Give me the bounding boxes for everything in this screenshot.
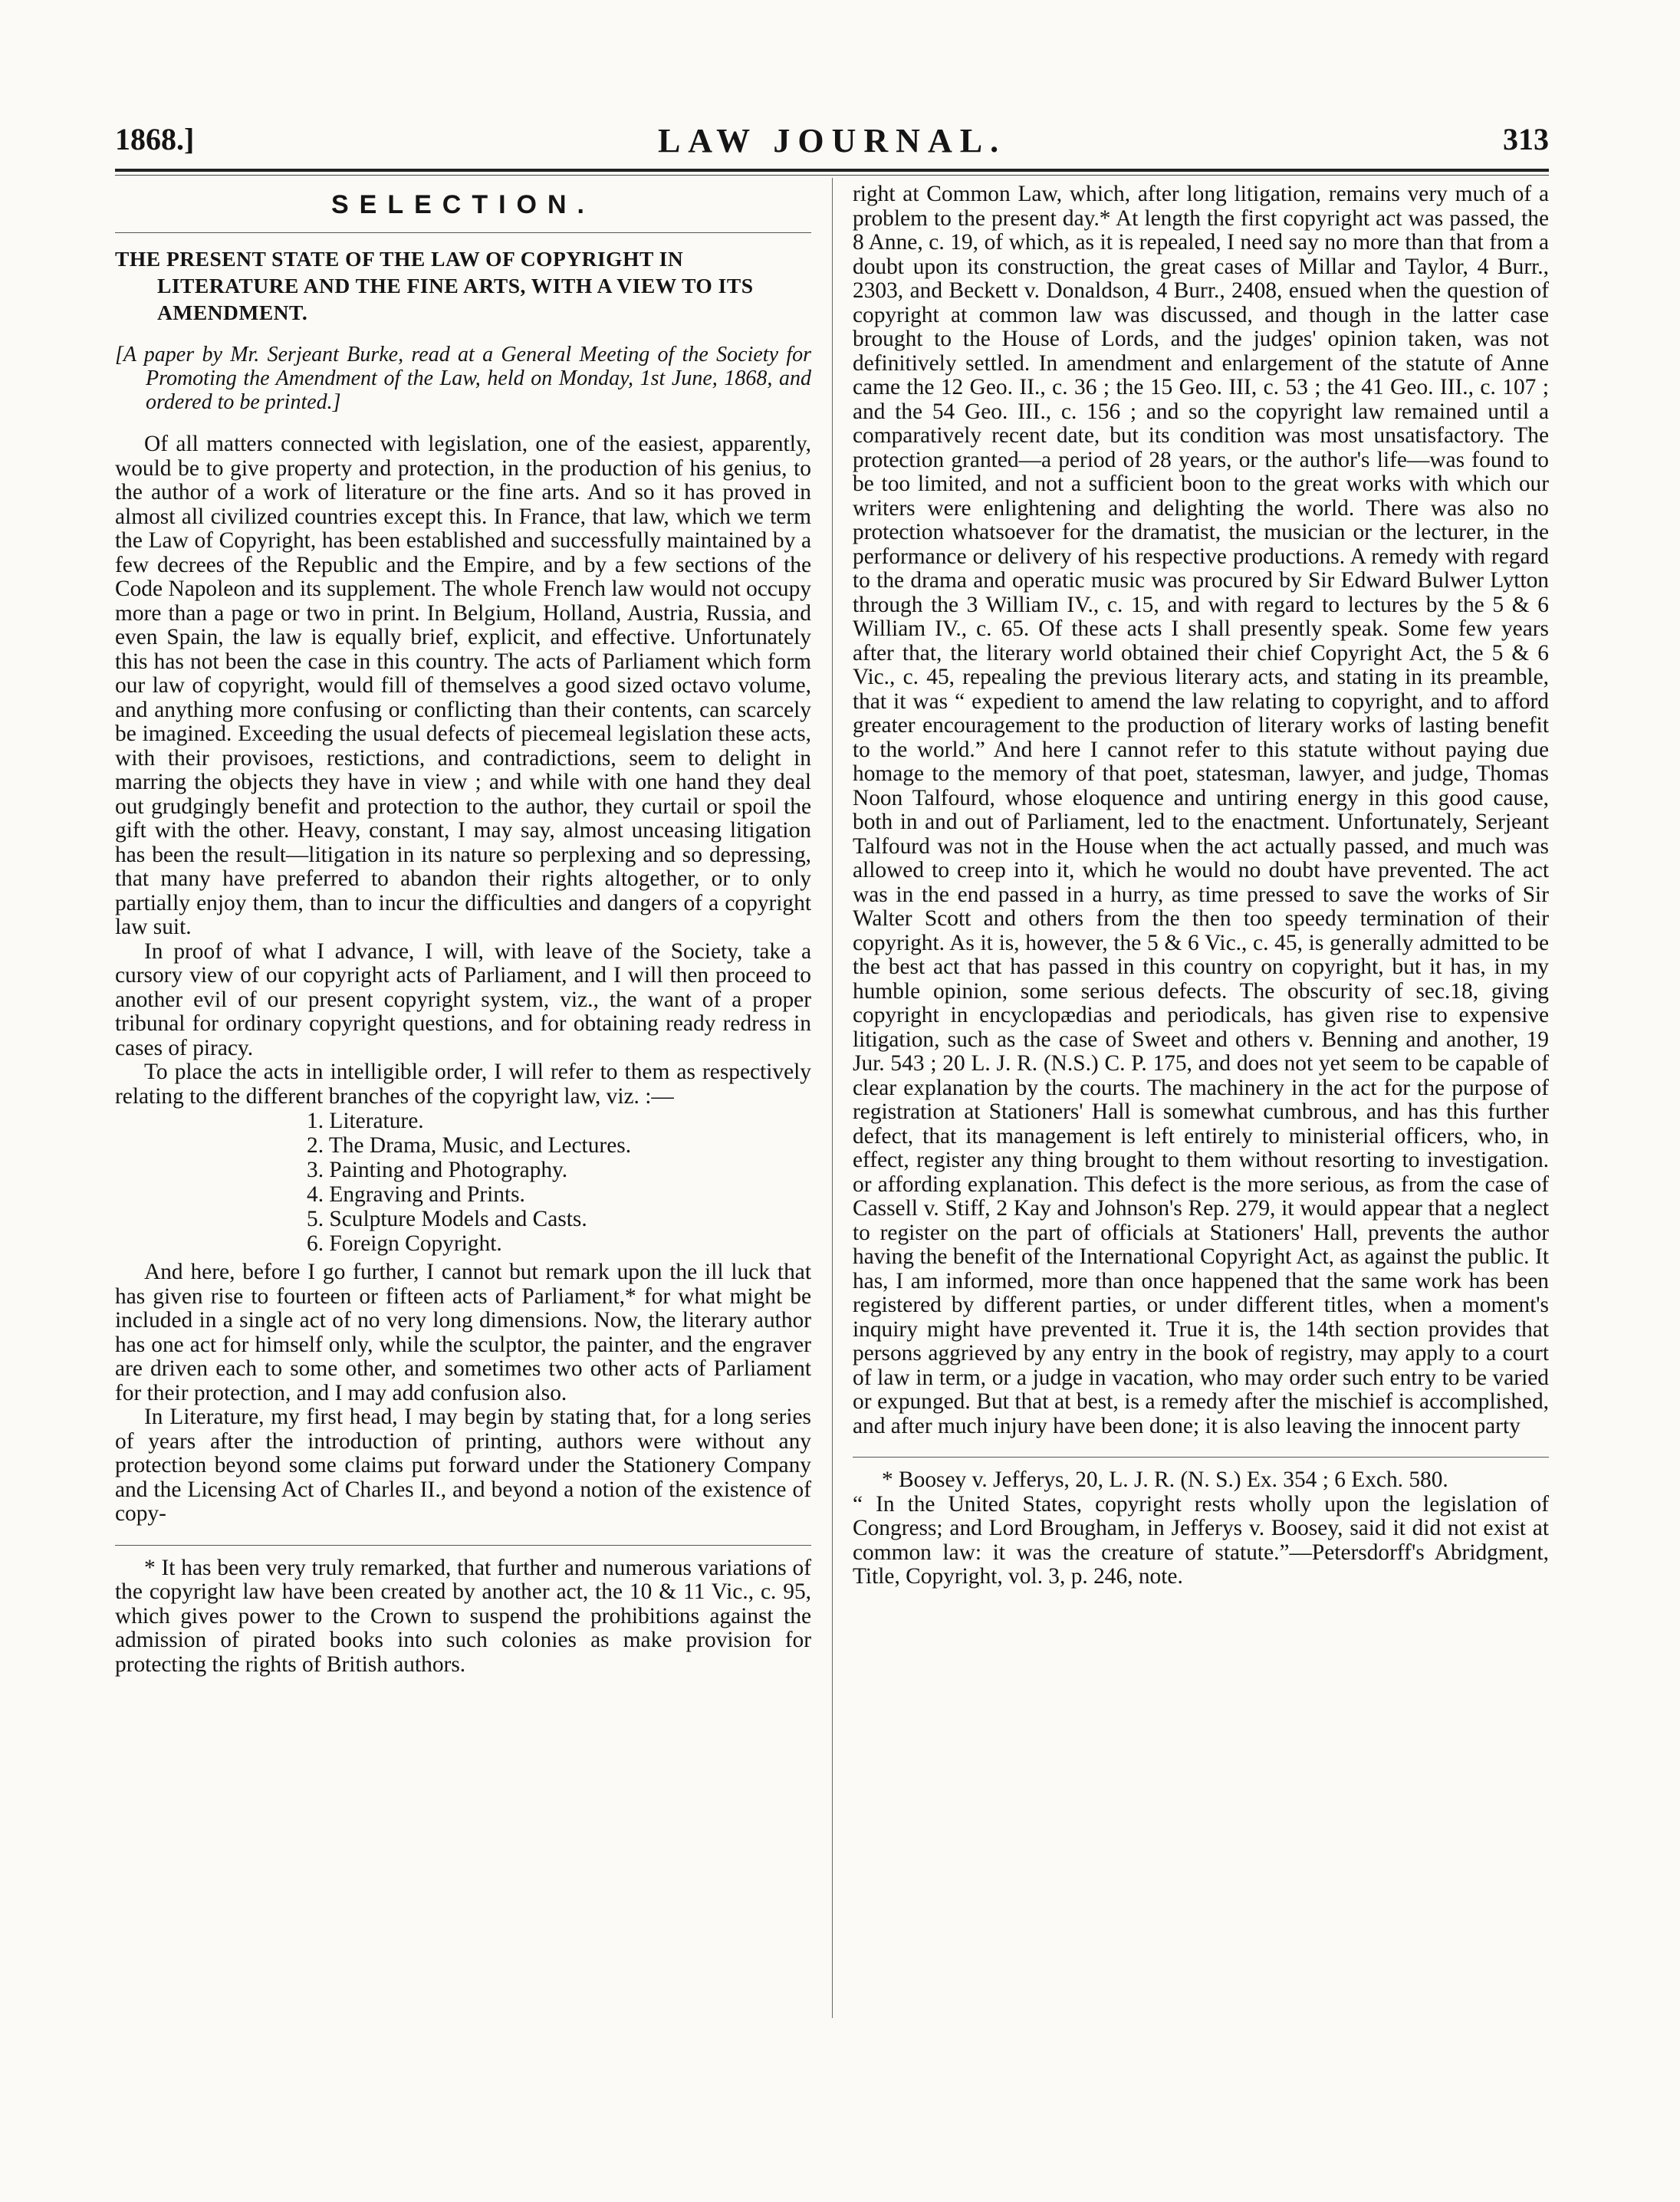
footnote-quote: “ In the United States, copyright rests wholly upon the legislation of Congress; and Lord Brougham, in Jefferys v. Boosey, said it did not exist at common law: it was the creature of statute.”—Petersdorff's Abridgment, Title, Copyright, vol. 3, p. 246, note. [853, 1491, 1549, 1589]
left-column [115, 182, 811, 1677]
journal-page [115, 0, 1549, 2202]
right-column [853, 182, 1549, 1589]
list-item: 3. Painting and Photography. [307, 1158, 568, 1182]
list-item: 2. The Drama, Music, and Lectures. [307, 1133, 632, 1158]
running-head [115, 121, 1549, 167]
article-note: [A paper by Mr. Serjeant Burke, read at a General Meeting of the Society for Promoting the Amendment of the Law, held on Monday, 1st June, 1868, and ordered to be printed.] [115, 343, 811, 414]
header-rule [115, 169, 1549, 172]
footnote: * It has been very truly remarked, that further and numerous variations of the copyright law have been created by another act, the 10 & 11 Vic., c. 95, which gives power to the Crown to suspend the prohibitions against the admission of pirated books into such colonies as make provision for protecting the rights of British authors. [115, 1555, 811, 1677]
list-item: 6. Foreign Copyright. [307, 1231, 502, 1256]
paragraph: In proof of what I advance, I will, with leave of the Society, take a cursory view of our copyright acts of Parliament, and I will then proceed to another evil of our present copyright system, viz., the want of a proper tribunal for ordinary copyright questions, and for obtaining ready redress in cases of piracy. [115, 938, 811, 1060]
branches-list [307, 1109, 811, 1256]
article-title: THE PRESENT STATE OF THE LAW OF COPYRIGHT IN LITERATURE AND THE FINE ARTS, WITH A VIEW TO ITS AMENDMENT. [115, 247, 754, 324]
footnote-rule [853, 1457, 1549, 1458]
paragraph: right at Common Law, which, after long litigation, remains very much of a problem to the present day.* At length the first copyright act was passed, the 8 Anne, c. 19, of which, as it is repealed, I need say no more than that from a doubt upon its construction, the great cases of Millar and Taylor, 4 Burr., 2303, and Beckett v. Donaldson, 4 Burr., 2408, ensued when the question of copyright at common law was discussed, and though in the latter case brought to the House of Lords, and the judges' opinion taken, was not definitively settled. In amendment and enlargement of the statute of Anne came the 12 Geo. II., c. 36 ; the 15 Geo. III, c. 53 ; the 41 Geo. III., c. 107 ; and the 54 Geo. III., c. 156 ; and so the copyright law remained until a comparatively recent date, but its condition was most unsatisfactory. The protection granted—a period of 28 years, or the author's life—was found to be too limited, and not a sufficient boon to the great works with which our writers were enlightening and delighting the world. There was also no protection whatsoever for the dramatist, the musician or the lecturer, in the performance or delivery of his respective productions. A remedy with regard to the drama and operatic music was procured by Sir Edward Bulwer Lytton through the 3 William IV., c. 15, and with regard to lectures by the 5 & 6 William IV., c. 65. Of these acts I shall presently speak. Some few years after that, the literary world obtained their chief Copyright Act, the 5 & 6 Vic., c. 45, repealing the previous literary acts, and stating in its preamble, that it was “ expedient to amend the law relating to copyright, and to afford greater encouragement to the production of literary works of lasting benefit to the world.” And here I cannot refer to this statute without paying due homage to the memory of that poet, statesman, lawyer, and judge, Thomas Noon Talfourd, whose eloquence and untiring energy in this good cause, both in and out of Parliament, led to the enactment. Unfortunately, Serjeant Talfourd was not in the House when the act actually passed, and much was allowed to creep into it, which he would no doubt have prevented. The act was in the end passed in a hurry, as time pressed to save the works of Sir Walter Scott and others from the then too speedy termination of their copyright. As it is, however, the 5 & 6 Vic., c. 45, is generally admitted to be the best act that has passed in this country on copyright, but it has, in my humble opinion, some serious defects. The obscurity of sec.18, giving copyright in encyclopædias and periodicals, has given rise to expensive litigation, such as the case of Sweet and others v. Benning and another, 19 Jur. 543 ; 20 L. J. R. (N.S.) C. P. 175, and does not yet seem to be capable of clear explanation by the courts. The machinery in the act for the purpose of registration at Stationers' Hall is somewhat cumbrous, and has this further defect, that its management is left entirely to ministerial officers, who, in effect, register any thing brought to them without resorting to investigation. or affording explanation. This defect is the more serious, as from the case of Cassell v. Stiff, 2 Kay and Johnson's Rep. 279, it would appear that a neglect to register on the part of officials at Stationers' Hall, prevents the author having the benefit of the International Copyright Act, as against the public. It has, I am informed, more than once happened that the same work has been registered by different parties, or under different titles, when a moment's inquiry might have prevented it. True it is, the 14th section provides that persons aggrieved by any entry in the book of registry, may apply to a court of law in term, or a judge in vacation, who may order such entry to be varied or expunged. But that at best, is a remedy after the mischief is accomplished, and after much injury have been done; it is also leaving the innocent party [853, 182, 1549, 1438]
header-rule-thin [115, 175, 1549, 176]
list-item: 4. Engraving and Prints. [307, 1182, 525, 1207]
list-item: 5. Sculpture Models and Casts. [307, 1207, 587, 1231]
paragraph: Of all matters connected with legislation, one of the easiest, apparently, would be to give property and protection, in the production of his genius, to the author of a work of literature or the fine arts. And so it has proved in almost all civilized countries except this. In France, that law, which we term the Law of Copyright, has been established and successfully maintained by a few decrees of the Republic and the Empire, and by a few sections of the Code Napoleon and its supplement. The whole French law would not occupy more than a page or two in print. In Belgium, Holland, Austria, Russia, and even Spain, the law is equally brief, explicit, and effective. Unfortunately this has not been the case in this country. The acts of Parliament which form our law of copyright, would fill of themselves a good sized octavo volume, and anything more confusing or conflicting than their contents, can scarcely be imagined. Exceeding the usual defects of piecemeal legislation these acts, with their provisoes, restictions, and contradictions, seem to delight in marring the objects they have in view ; and while with one hand they deal out grudgingly benefit and protection to the author, they curtail or spoil the gift with the other. Heavy, constant, I may say, almost unceasing litigation has been the result—litigation in its nature so perplexing and so depressing, that many have preferred to abandon their rights altogether, or to only partially enjoy them, than to incur the difficulties and dangers of a copyright law suit. [115, 432, 811, 939]
section-rule [115, 232, 811, 233]
page-number: 313 [1503, 122, 1549, 156]
footnote-rule [115, 1545, 811, 1546]
paragraph: And here, before I go further, I cannot but remark upon the ill luck that has given rise to fourteen or fifteen acts of Parliament,* for what might be included in a single act of no very long dimensions. Now, the literary author has one act for himself only, while the sculptor, the painter, and the engraver are driven each to some other, and sometimes two other acts of Parliament for their protection, and I may add confusion also. [115, 1260, 811, 1405]
paragraph: To place the acts in intelligible order, I will refer to them as respectively relating to the different branches of the copyright law, viz. :— [115, 1060, 811, 1109]
paragraph: In Literature, my first head, I may begin by stating that, for a long series of years after the introduction of printing, authors were without any protection beyond some claims put forward under the Stationery Company and the Licensing Act of Charles II., and beyond a notion of the existence of copy- [115, 1405, 811, 1526]
journal-title: LAW JOURNAL. [657, 122, 1007, 159]
column-divider [832, 178, 833, 2018]
footnote: * Boosey v. Jefferys, 20, L. J. R. (N. S.) Ex. 354 ; 6 Exch. 580. [882, 1467, 1448, 1492]
section-heading: SELECTION. [330, 190, 596, 219]
list-item: 1. Literature. [307, 1109, 424, 1133]
header-year: 1868.] [115, 122, 195, 156]
